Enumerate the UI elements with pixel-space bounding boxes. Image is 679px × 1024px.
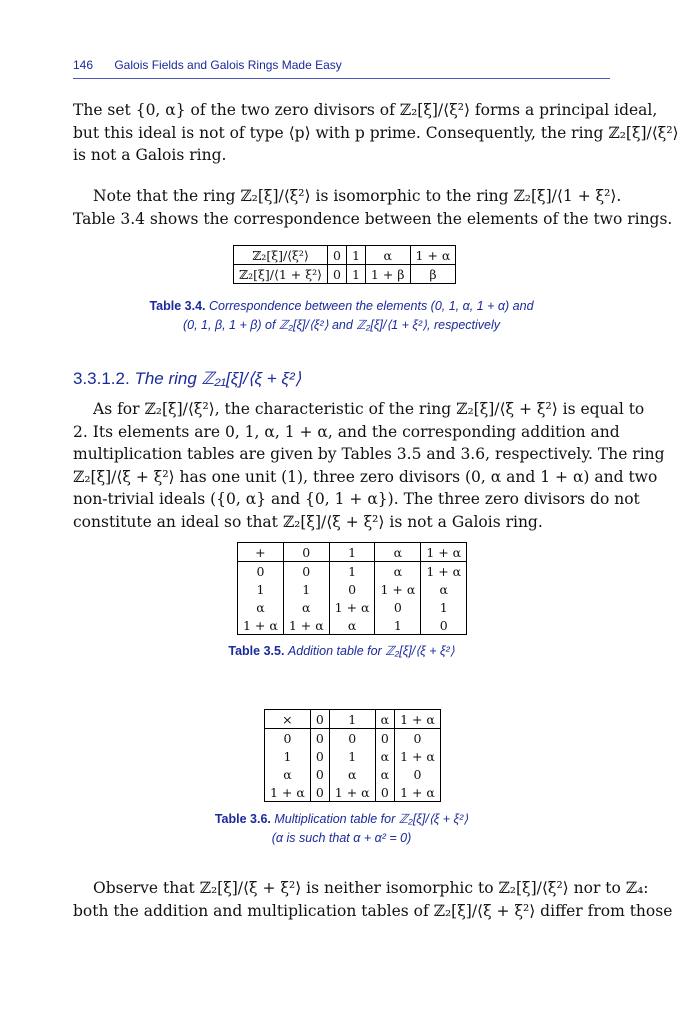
- section-number: 3.3.1.2.: [73, 369, 130, 388]
- table-cell: α: [375, 765, 394, 783]
- running-header: [73, 58, 610, 72]
- caption-table-3-5: [73, 642, 610, 661]
- table-cell: 1 + β: [365, 265, 410, 284]
- table-cell: 1 + α: [265, 783, 311, 802]
- table-cell: 1: [329, 543, 375, 562]
- caption-label: Table 3.6.: [214, 812, 271, 826]
- table-cell: 1 + α: [421, 562, 467, 581]
- table-cell: 0: [310, 729, 329, 748]
- table-cell: 1: [329, 747, 375, 765]
- caption-table-3-4: [73, 297, 610, 335]
- table-cell: 1: [329, 710, 375, 729]
- table-cell: α: [421, 580, 467, 598]
- paragraph-line: multiplication tables are given by Tables 3.5 and 3.6, respectively. The ring: [73, 445, 665, 463]
- table-cell: 1 + α: [395, 710, 441, 729]
- paragraph-line: is not a Galois ring.: [73, 146, 227, 164]
- table-cell: α: [283, 598, 329, 616]
- table-cell: ℤ₂[ξ]/⟨ξ²⟩: [234, 246, 328, 265]
- table-cell: ℤ₂[ξ]/⟨1 + ξ²⟩: [234, 265, 328, 284]
- table-cell: 1 + α: [238, 616, 284, 635]
- table-cell: 1 + α: [375, 580, 421, 598]
- table-cell: 0: [310, 783, 329, 802]
- table-cell: 1: [421, 598, 467, 616]
- table-row: [265, 747, 441, 765]
- paragraph-line: non-trivial ideals ({0, α} and {0, 1 + α}). The three zero divisors do not: [73, 490, 640, 508]
- table-cell: 1: [265, 747, 311, 765]
- caption-table-3-6: [73, 810, 610, 848]
- section-heading: [73, 369, 301, 389]
- table-cell: 1: [346, 246, 365, 265]
- paragraph-line: Observe that ℤ₂[ξ]/⟨ξ + ξ²⟩ is neither isomorphic to ℤ₂[ξ]/⟨ξ²⟩ nor to ℤ₄:: [93, 879, 649, 897]
- paragraph-2: [73, 185, 673, 230]
- paragraph-line: but this ideal is not of type ⟨p⟩ with p prime. Consequently, the ring ℤ₂[ξ]/⟨ξ²⟩: [73, 123, 679, 142]
- caption-text: Multiplication table for ℤ₂[ξ]/⟨ξ + ξ²⟩: [274, 812, 469, 826]
- table-cell: 0: [283, 543, 329, 562]
- running-title: Galois Fields and Galois Rings Made Easy: [114, 58, 342, 72]
- table-cell: 1 + α: [421, 543, 467, 562]
- table-row: [265, 783, 441, 802]
- paragraph-4: [73, 877, 673, 922]
- paragraph-line: constitute an ideal so that ℤ₂[ξ]/⟨ξ + ξ²⟩ is not a Galois ring.: [73, 512, 543, 531]
- table-3-5: [237, 542, 467, 635]
- paragraph-3: [73, 398, 665, 533]
- header-rule: [73, 78, 610, 79]
- table-3-4: [233, 245, 456, 284]
- page-number: 146: [73, 58, 94, 72]
- table-cell: 1 + α: [283, 616, 329, 635]
- paragraph-line: both the addition and multiplication tables of ℤ₂[ξ]/⟨ξ + ξ²⟩ differ from those: [73, 901, 673, 920]
- table-cell: 0: [329, 729, 375, 748]
- paragraph-line: Table 3.4 shows the correspondence between the elements of the two rings.: [73, 209, 673, 228]
- table-cell: 0: [328, 265, 347, 284]
- table-cell: 0: [265, 729, 311, 748]
- table-row: [234, 265, 456, 284]
- table-cell: β: [410, 265, 456, 284]
- table-row: [238, 598, 467, 616]
- table-cell: 0: [421, 616, 467, 635]
- table-cell: 1: [283, 580, 329, 598]
- paragraph-line: The set {0, α} of the two zero divisors of ℤ₂[ξ]/⟨ξ²⟩ forms a principal ideal,: [73, 101, 658, 119]
- table-cell: 1 + α: [329, 783, 375, 802]
- table-row: [265, 765, 441, 783]
- table-cell: 1: [346, 265, 365, 284]
- paragraph-line: ℤ₂[ξ]/⟨ξ + ξ²⟩ has one unit (1), three zero divisors (0, α and 1 + α) and two: [73, 467, 658, 486]
- table-cell: 0: [375, 598, 421, 616]
- table-cell: α: [375, 562, 421, 581]
- table-cell: α: [375, 710, 394, 729]
- caption-text: Correspondence between the elements (0, 1, α, 1 + α) and: [209, 299, 534, 313]
- paragraph-line: As for ℤ₂[ξ]/⟨ξ²⟩, the characteristic of the ring ℤ₂[ξ]/⟨ξ + ξ²⟩ is equal to: [93, 400, 645, 418]
- paragraph-line: Note that the ring ℤ₂[ξ]/⟨ξ²⟩ is isomorphic to the ring ℤ₂[ξ]/⟨1 + ξ²⟩.: [93, 187, 622, 205]
- table-cell: +: [238, 543, 284, 562]
- table-cell: 0: [375, 729, 394, 748]
- paragraph-line: 2. Its elements are 0, 1, α, 1 + α, and the corresponding addition and: [73, 422, 620, 441]
- table-cell: 0: [395, 729, 441, 748]
- caption-text: (0, 1, β, 1 + β) of ℤ₂[ξ]/⟨ξ²⟩ and ℤ₂[ξ]/⟨1 + ξ²⟩, respectively: [182, 318, 501, 332]
- table-cell: 0: [238, 562, 284, 581]
- section-title: The ring ℤ₂₁[ξ]/⟨ξ + ξ²⟩: [134, 369, 302, 388]
- table-cell: 1 + α: [395, 783, 441, 802]
- table-cell: 1: [329, 562, 375, 581]
- table-cell: ×: [265, 710, 311, 729]
- table-cell: 0: [310, 765, 329, 783]
- table-cell: 1: [375, 616, 421, 635]
- table-cell: 0: [375, 783, 394, 802]
- table-cell: α: [365, 246, 410, 265]
- table-cell: α: [375, 543, 421, 562]
- table-cell: α: [265, 765, 311, 783]
- table-row: [265, 710, 441, 729]
- table-row: [238, 580, 467, 598]
- table-cell: α: [329, 765, 375, 783]
- table-cell: α: [375, 747, 394, 765]
- table-cell: 1 + α: [395, 747, 441, 765]
- table-cell: 0: [310, 710, 329, 729]
- table-cell: 0: [328, 246, 347, 265]
- paragraph-1: [73, 99, 679, 167]
- table-row: [238, 562, 467, 581]
- table-cell: α: [329, 616, 375, 635]
- table-cell: 0: [395, 765, 441, 783]
- table-row: [234, 246, 456, 265]
- table-cell: 0: [310, 747, 329, 765]
- table-cell: 0: [329, 580, 375, 598]
- table-cell: 1 + α: [410, 246, 456, 265]
- table-3-6: [264, 709, 441, 802]
- table-cell: 1: [238, 580, 284, 598]
- table-row: [265, 729, 441, 748]
- caption-text: (α is such that α + α² = 0): [271, 831, 412, 845]
- caption-label: Table 3.4.: [149, 299, 206, 313]
- table-cell: 0: [283, 562, 329, 581]
- caption-text: Addition table for ℤ₂[ξ]/⟨ξ + ξ²⟩: [287, 644, 455, 658]
- table-cell: 1 + α: [329, 598, 375, 616]
- table-row: [238, 616, 467, 635]
- table-cell: α: [238, 598, 284, 616]
- table-row: [238, 543, 467, 562]
- caption-label: Table 3.5.: [228, 644, 285, 658]
